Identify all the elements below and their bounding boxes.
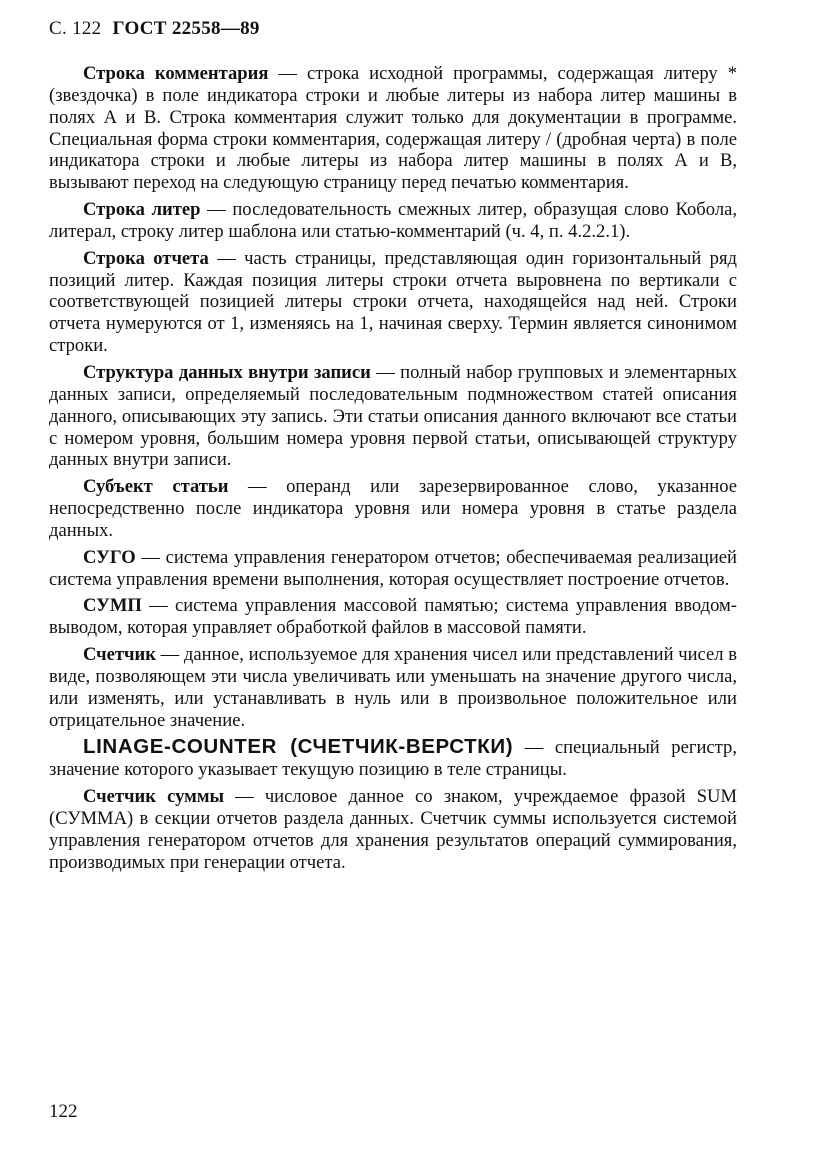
- entry-term: Счетчик суммы: [83, 786, 224, 808]
- glossary-entry: [49, 199, 737, 243]
- entry-term: СУМП: [83, 595, 142, 617]
- glossary-entry: [49, 786, 737, 873]
- glossary-entry: [49, 547, 737, 591]
- entry-term: Строка литер: [83, 199, 201, 221]
- entry-term: LINAGE-COUNTER (СЧЕТЧИК-ВЕРСТКИ): [83, 735, 514, 759]
- glossary-entry: [49, 362, 737, 471]
- entry-definition: — числовое данное со знаком, учреждаемое фразой SUM (СУММА) в секции отчетов раздела данных. Счетчик суммы используется системой управления генератором отчетов для хранения результатов операций суммирования, производимых при генерации отчета.: [49, 786, 737, 873]
- running-header: [49, 18, 260, 40]
- entry-term: Структура данных внутри записи: [83, 361, 371, 383]
- glossary-entry: [49, 248, 737, 357]
- entry-definition: — последовательность смежных литер, образущая слово Кобола, литерал, строку литер шаблона или статью-комментарий (ч. 4, п. 4.2.2.1).: [49, 199, 737, 242]
- standard-number: ГОСТ 22558—89: [112, 18, 260, 39]
- page-ref: С. 122: [49, 18, 102, 39]
- glossary-entry: [49, 644, 737, 731]
- entry-term: Субъект статьи: [83, 476, 229, 498]
- entry-term: Счетчик: [83, 644, 156, 666]
- glossary-entry: [49, 476, 737, 542]
- entry-definition: — данное, используемое для хранения чисел или представлений чисел в виде, позволяющем эти числа увеличивать или уменьшать на значение другого числа, или изменять, или устанавливать в нуль или в произвольное положительное или отрицательное значение.: [49, 644, 737, 731]
- entry-definition: — строка исходной программы, содержащая литеру * (звездочка) в поле индикатора строки и любые литеры из набора литер машины в полях А и В. Строка комментария служит только для документации в программе. Специальная форма строки комментария, содержащая литеру / (дробная черта) в поле индикатора строки и любые литеры из набора литер машины в полях А и В, вызывают переход на следующую страницу перед печатью комментария.: [49, 63, 737, 194]
- entry-definition: — операнд или зарезервированное слово, указанное непосредственно после индикатора уровня или номера уровня в статье раздела данных.: [49, 476, 738, 541]
- glossary-entry: [49, 595, 737, 639]
- page-number: 122: [49, 1101, 78, 1122]
- glossary-body: [49, 63, 737, 879]
- entry-term: Строка комментария: [83, 63, 269, 84]
- glossary-entry: [49, 736, 737, 781]
- entry-definition: — полный набор групповых и элементарных данных записи, определяемый последовательным подмножеством статей описания данного, описывающих эту запись. Эти статьи описания данного включают все статьи с номером уровня, большим номера уровня первой статьи, описывающей структуру данных внутри записи.: [49, 361, 737, 471]
- entry-definition: — система управления массовой памятью; система управления вводом-выводом, которая управляет обработкой файлов в массовой памяти.: [49, 595, 737, 639]
- entry-definition: — специальный регистр, значение которого указывает текущую позицию в теле страницы.: [49, 737, 737, 781]
- entry-term: Строка отчета: [83, 247, 209, 269]
- entry-definition: — часть страницы, представляющая один горизонтальный ряд позиций литер. Каждая позиция литеры строки отчета выровнена по вертикали с соответствующей позицией литеры строки отчета, находящейся над ней. Строки отчета нумеруются от 1, изменяясь на 1, начиная сверху. Термин является синонимом строки.: [49, 247, 737, 357]
- entry-term: СУГО: [83, 546, 136, 568]
- entry-definition: — система управления генератором отчетов; обеспечиваемая реализацией система управления времени выполнения, которая осуществляет построение отчетов.: [49, 546, 737, 590]
- glossary-entry: [49, 63, 737, 194]
